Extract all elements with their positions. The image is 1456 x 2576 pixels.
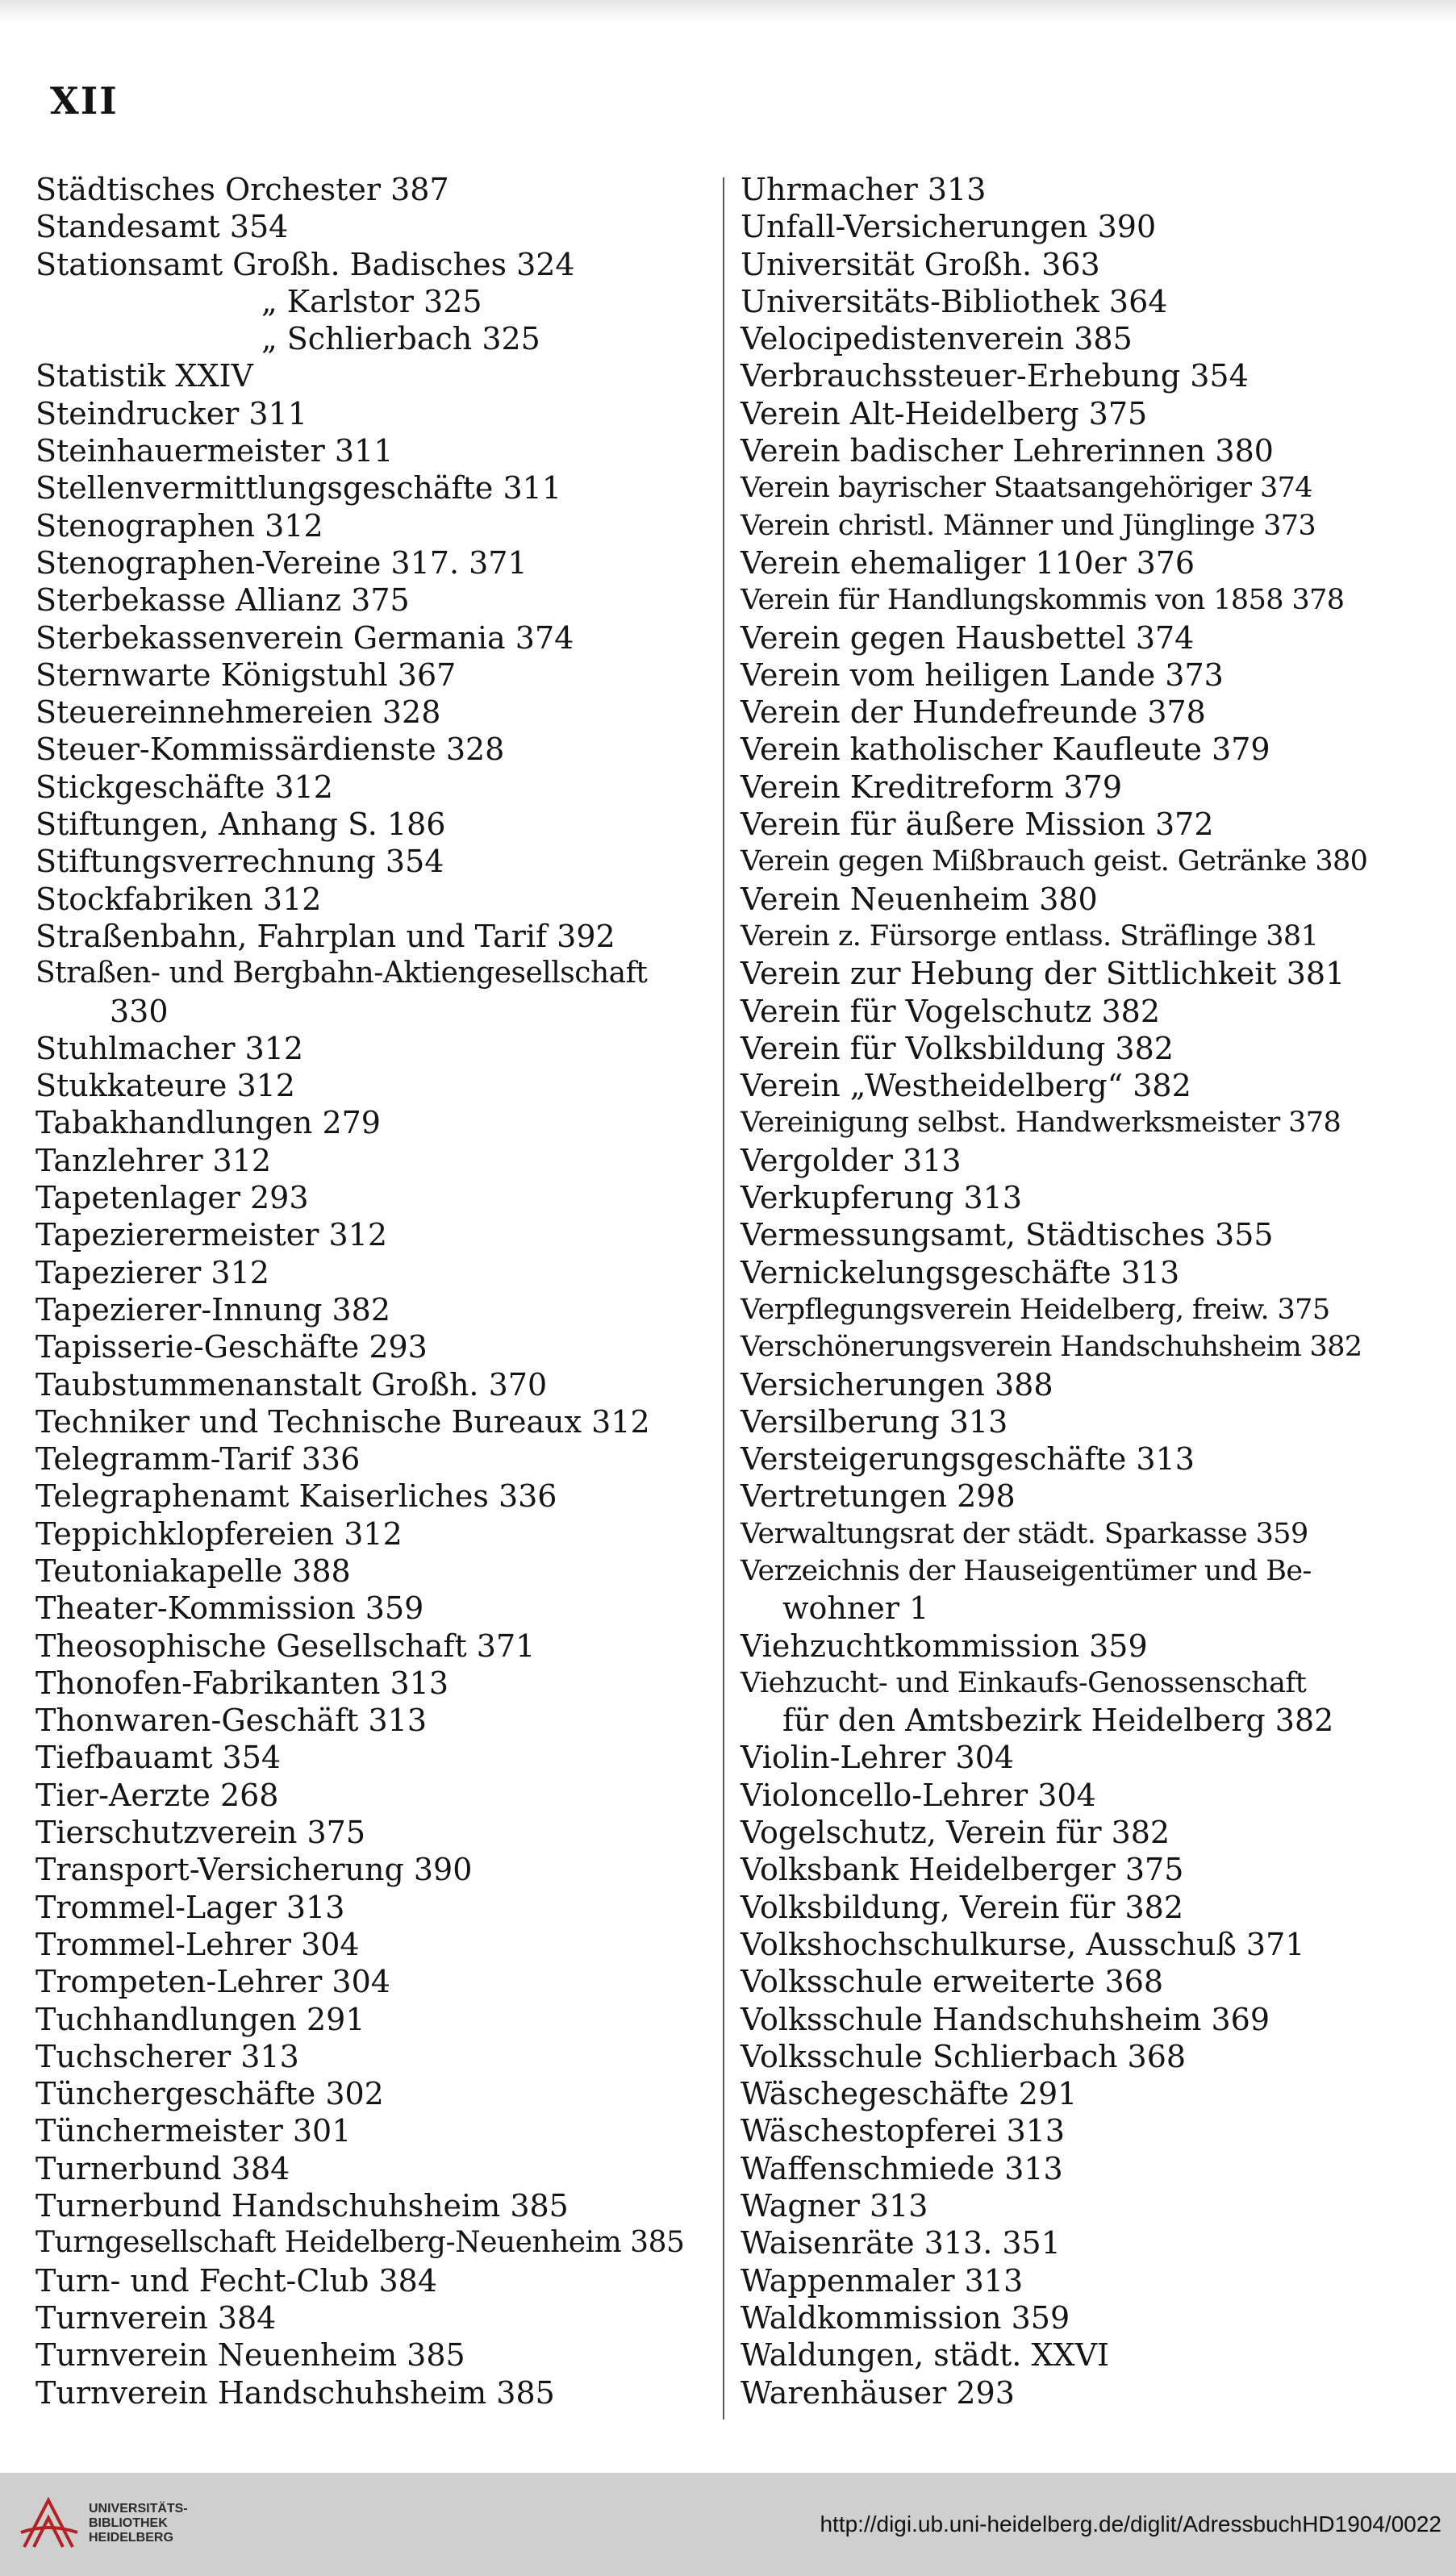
index-entry: Verein für Handlungskommis von 1858 378 [741, 584, 1345, 617]
index-entry: Teppichklopfereien 312 [35, 1515, 403, 1552]
index-entry: Verein ehemaliger 110er 376 [741, 544, 1195, 581]
index-entry: Steindrucker 311 [35, 395, 307, 431]
index-entry: Teutoniakapelle 388 [35, 1553, 351, 1589]
index-entry: Wäschestopferei 313 [741, 2113, 1066, 2149]
index-entry: Violoncello-Lehrer 304 [741, 1777, 1096, 1813]
index-entry: Turngesellschaft Heidelberg-Neuenheim 385 [35, 2226, 685, 2260]
index-column-right [741, 171, 1410, 2411]
index-entry: Volksbildung, Verein für 382 [741, 1889, 1184, 1925]
index-entry: Violin-Lehrer 304 [741, 1740, 1015, 1776]
index-entry: Thonofen-Fabrikanten 313 [35, 1665, 448, 1701]
index-entry: Viehzucht- und Einkaufs-Genossenschaft [741, 1666, 1307, 1699]
index-entry: Transport-Versicherung 390 [35, 1852, 473, 1888]
index-entry: Standesamt 354 [35, 209, 289, 245]
index-entry: Volksschule Schlierbach 368 [741, 2038, 1187, 2074]
index-entry: Vernickelungsgeschäfte 313 [741, 1254, 1180, 1290]
index-entry: Stenographen 312 [35, 507, 323, 544]
index-entry: Vertretungen 298 [741, 1478, 1016, 1515]
index-entry: Turn- und Fecht-Club 384 [35, 2262, 438, 2299]
index-entry: Verein z. Fürsorge entlass. Sträflinge 381 [741, 919, 1319, 952]
index-entry: Steinhauermeister 311 [35, 433, 394, 469]
index-entry: Tabakhandlungen 279 [35, 1105, 381, 1141]
index-entry: Verbrauchssteuer-Erhebung 354 [741, 358, 1249, 394]
index-entry: Thonwaren-Geschäft 313 [35, 1703, 428, 1739]
index-entry: Tünchermeister 301 [35, 2113, 352, 2149]
logo-mark [21, 2500, 77, 2547]
library-name [89, 2502, 188, 2545]
index-entry: Volksschule Handschuhsheim 369 [741, 2001, 1270, 2037]
index-entry: Tapezierer-Innung 382 [35, 1291, 391, 1328]
index-entry: Verein bayrischer Staatsangehöriger 374 [741, 472, 1312, 505]
index-entry: Tier-Aerzte 268 [35, 1777, 279, 1813]
index-entry: Tapetenlager 293 [35, 1180, 309, 1216]
index-entry: Waldungen, städt. XXVI [741, 2337, 1110, 2374]
index-entry: Tierschutzverein 375 [35, 1815, 366, 1851]
index-entry: Verein zur Hebung der Sittlichkeit 381 [741, 956, 1345, 992]
index-entry: Verkupferung 313 [741, 1180, 1023, 1216]
index-entry: Turnerbund Handschuhsheim 385 [35, 2188, 569, 2224]
index-entry: Versilberung 313 [741, 1403, 1008, 1440]
index-entry: Velocipedistenverein 385 [741, 321, 1133, 357]
index-entry: Verein der Hundefreunde 378 [741, 694, 1206, 731]
index-entry: Stockfabriken 312 [35, 881, 322, 917]
index-entry: Waisenräte 313. 351 [741, 2225, 1061, 2261]
index-entry: Tiefbauamt 354 [35, 1740, 282, 1776]
index-entry: Taubstummenanstalt Großh. 370 [35, 1366, 548, 1403]
scan-top-edge [0, 0, 1456, 23]
index-entry: Wäschegeschäfte 291 [741, 2076, 1078, 2112]
index-entry: Trommel-Lager 313 [35, 1889, 345, 1925]
index-entry: „ Schlierbach 325 [261, 321, 540, 357]
index-entry: Verwaltungsrat der städt. Sparkasse 359 [741, 1517, 1308, 1550]
index-entry: Vergolder 313 [741, 1142, 962, 1178]
library-name-line: BIBLIOTHEK [89, 2516, 168, 2530]
index-entry: Trompeten-Lehrer 304 [35, 1964, 390, 2000]
index-entry: Verein für Vogelschutz 382 [741, 993, 1161, 1029]
index-entry: Verein Kreditreform 379 [741, 769, 1122, 805]
index-entry: Turnverein 384 [35, 2299, 277, 2336]
source-url-link[interactable]: http://digi.ub.uni-heidelberg.de/diglit/AdressbuchHD1904/0022 [820, 2511, 1441, 2536]
index-entry: Versteigerungsgeschäfte 313 [741, 1441, 1195, 1478]
index-entry: Verein „Westheidelberg“ 382 [741, 1068, 1191, 1104]
index-entry: Turnverein Handschuhsheim 385 [35, 2374, 555, 2411]
index-entry: Sternwarte Königstuhl 367 [35, 657, 457, 693]
index-entry: Waldkommission 359 [741, 2299, 1070, 2336]
index-entry: Volksbank Heidelberger 375 [741, 1852, 1184, 1888]
index-entry: Waffenschmiede 313 [741, 2150, 1063, 2186]
index-entry: Stickgeschäfte 312 [35, 769, 333, 805]
index-entry: Verein für äußere Mission 372 [741, 807, 1214, 843]
index-entry: Stellenvermittlungsgeschäfte 311 [35, 470, 561, 506]
index-entry-continuation: wohner 1 [782, 1590, 929, 1627]
index-entry: Universität Großh. 363 [741, 246, 1100, 282]
index-entry: Vereinigung selbst. Handwerksmeister 378 [741, 1107, 1341, 1140]
index-entry: Verein christl. Männer und Jünglinge 373 [741, 509, 1316, 542]
index-entry: Verschönerungsverein Handschuhsheim 382 [741, 1331, 1362, 1364]
index-entry-continuation: 330 [110, 993, 169, 1029]
index-entry: Tünchergeschäfte 302 [35, 2076, 384, 2112]
index-entry: Verein gegen Mißbrauch geist. Getränke 380 [741, 845, 1368, 878]
index-entry: Tapezierer 312 [35, 1254, 269, 1290]
index-entry: Stenographen-Vereine 317. 371 [35, 544, 528, 581]
index-entry: Stuhlmacher 312 [35, 1030, 304, 1066]
index-entry: Stationsamt Großh. Badisches 324 [35, 246, 575, 282]
index-entry: Warenhäuser 293 [741, 2374, 1015, 2411]
index-entry: Verein badischer Lehrerinnen 380 [741, 433, 1274, 469]
index-entry-continuation: für den Amtsbezirk Heidelberg 382 [782, 1703, 1334, 1739]
digitization-footer [0, 2473, 1456, 2576]
index-entry: Turnerbund 384 [35, 2150, 290, 2186]
logo-stroke [24, 2500, 73, 2547]
university-library-logo-icon [16, 2491, 82, 2557]
index-entry: Trommel-Lehrer 304 [35, 1926, 360, 1962]
index-entry: Telegramm-Tarif 336 [35, 1441, 361, 1478]
index-entry: Tuchscherer 313 [35, 2038, 299, 2074]
index-entry: Theosophische Gesellschaft 371 [35, 1628, 536, 1664]
index-entry: Vogelschutz, Verein für 382 [741, 1815, 1170, 1851]
index-entry: Volksschule erweiterte 368 [741, 1964, 1164, 2000]
index-entry: „ Karlstor 325 [261, 283, 482, 319]
index-entry: Verein vom heiligen Lande 373 [741, 657, 1224, 693]
index-entry: Techniker und Technische Bureaux 312 [35, 1403, 650, 1440]
index-entry: Sterbekassenverein Germania 374 [35, 619, 574, 656]
index-entry: Stukkateure 312 [35, 1068, 295, 1104]
index-entry: Stiftungsverrechnung 354 [35, 844, 444, 880]
column-divider [723, 177, 724, 2420]
index-entry: Unfall-Versicherungen 390 [741, 209, 1157, 245]
index-entry: Verein gegen Hausbettel 374 [741, 619, 1195, 656]
index-entry: Universitäts-Bibliothek 364 [741, 283, 1168, 319]
index-entry: Stiftungen, Anhang S. 186 [35, 807, 446, 843]
index-entry: Steuer-Kommissärdienste 328 [35, 732, 505, 768]
index-entry: Verpflegungsverein Heidelberg, freiw. 375 [741, 1293, 1330, 1326]
index-entry: Städtisches Orchester 387 [35, 172, 449, 207]
index-entry: Vermessungsamt, Städtisches 355 [741, 1217, 1274, 1253]
index-entry: Turnverein Neuenheim 385 [35, 2337, 465, 2374]
index-column-left [35, 171, 721, 2411]
index-entry: Theater-Kommission 359 [35, 1590, 424, 1627]
index-entry: Verein Alt-Heidelberg 375 [741, 395, 1148, 431]
logo-stroke [21, 2528, 77, 2532]
index-entry: Wappenmaler 313 [741, 2262, 1024, 2299]
library-name-line: UNIVERSITÄTS- [89, 2502, 188, 2516]
index-entry: Straßen- und Bergbahn-Aktiengesellschaft [35, 957, 648, 990]
index-entry: Verzeichnis der Hauseigentümer und Be- [741, 1554, 1312, 1587]
index-entry: Telegraphenamt Kaiserliches 336 [35, 1478, 557, 1515]
index-entry: Uhrmacher 313 [741, 172, 987, 207]
index-entry: Sterbekasse Allianz 375 [35, 582, 410, 619]
index-entry: Tanzlehrer 312 [35, 1142, 272, 1178]
index-entry: Verein für Volksbildung 382 [741, 1030, 1174, 1066]
index-entry: Statistik XXIV [35, 358, 253, 394]
library-name-line: HEIDELBERG [89, 2531, 173, 2545]
index-entry: Tapisserie-Geschäfte 293 [35, 1329, 428, 1365]
index-entry: Viehzuchtkommission 359 [741, 1628, 1148, 1664]
index-entry: Verein Neuenheim 380 [741, 881, 1098, 917]
index-entry: Steuereinnehmereien 328 [35, 694, 441, 731]
index-entry: Tuchhandlungen 291 [35, 2001, 365, 2037]
index-entry: Versicherungen 388 [741, 1366, 1053, 1403]
index-entry: Volkshochschulkurse, Ausschuß 371 [741, 1926, 1305, 1962]
page-number: XII [50, 79, 119, 123]
index-entry: Tapezierermeister 312 [35, 1217, 388, 1253]
index-entry: Wagner 313 [741, 2188, 928, 2224]
index-entry: Verein katholischer Kaufleute 379 [741, 732, 1270, 768]
index-entry: Straßenbahn, Fahrplan und Tarif 392 [35, 918, 615, 954]
